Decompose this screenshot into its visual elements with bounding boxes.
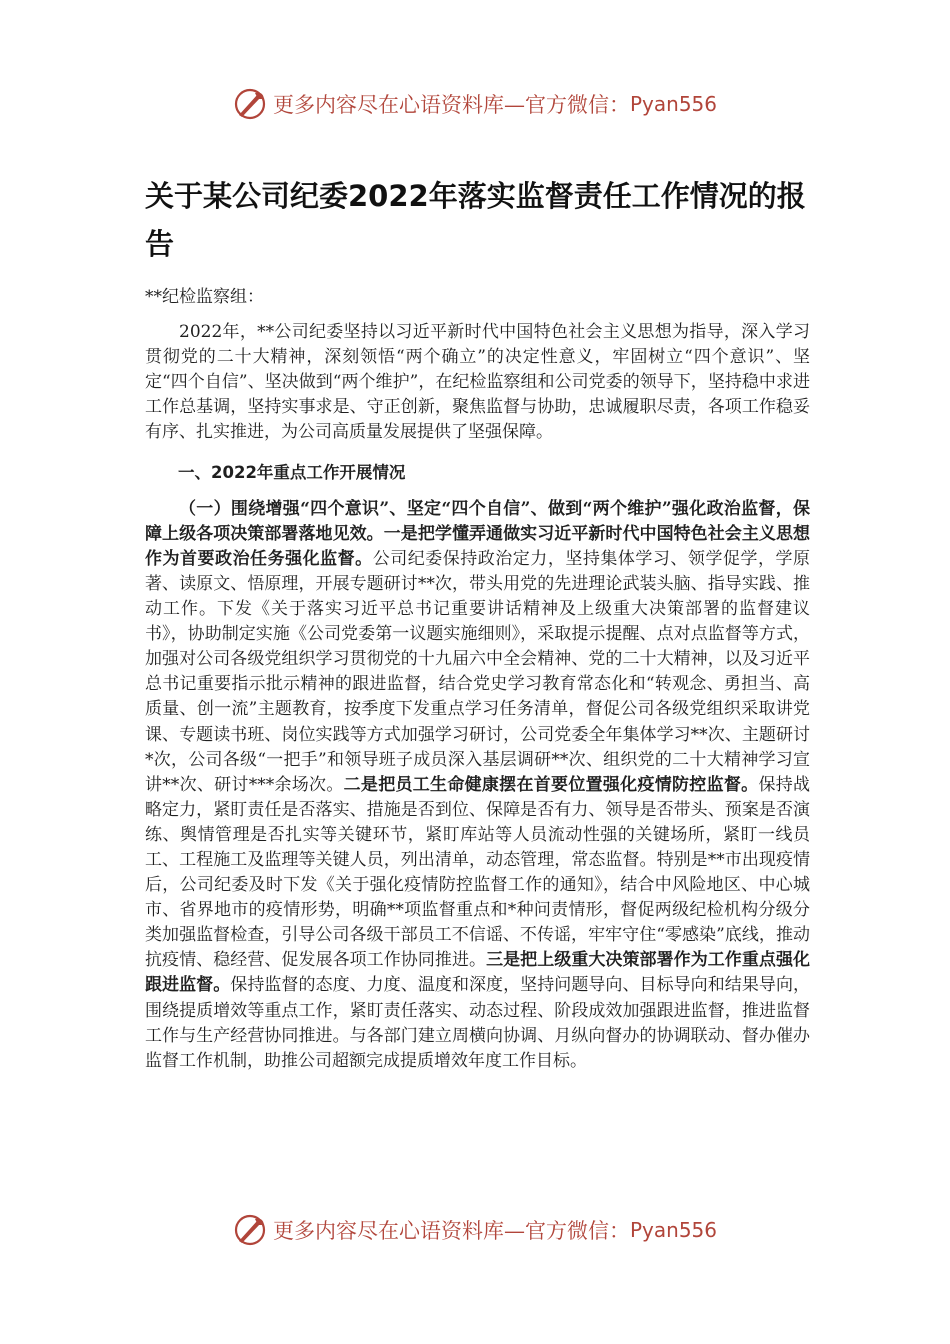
paragraph-text: 公司纪委保持政治定力，坚持集体学习、领学促学，学原著、读原文、悟原理，开展专题研讨**次，带头用党的先进理论武装头脑、指导实践、推动工作。下发《关于落实习近平总书记重要讲话精神及上级重大决策部署的监督建议书》，协助制定实施《公司党委第一议题实施细则》，采取提示提醒、点对点监督等方式，加强对公司各级党组织学习贯彻党的十九届六中全会精神、党的二十大精神，以及习近平总书记重要指示批示精神的跟进监督，结合党史学习教育常态化和“转观念、勇担当、高质量、创一流”主题教育，按季度下发重点学习任务清单，督促公司各级党组织采取讲党课、专题读书班、岗位实践等方式加强学习研讨，公司党委全年集体学习**次、主题研讨*次，公司各级“一把手”和领导班子成员深入基层调研**次、组织党的二十大精神学习宣讲**次、研讨***余场次。 (145, 548, 811, 795)
quill-pen-icon (233, 87, 267, 121)
watermark-wechat-id: Pyan556 (629, 1218, 717, 1242)
watermark-text: 更多内容尽在心语资料库—官方微信： (272, 1219, 630, 1243)
bold-lead: （一）围绕增强“四个意识”、坚定“四个自信”、做到“两个维护”强化政治监督，保障上级各项决策部署落地见效。一是把学懂弄通做实习近平新时代中国特色社会主义思想作为首要政治任务强化监督。 (145, 498, 810, 569)
document-title: 关于某公司纪委2022年落实监督责任工作情况的报告 (145, 179, 806, 261)
intro-paragraph: 2022年，**公司纪委坚持以习近平新时代中国特色社会主义思想为指导，深入学习贯彻党的二十大精神，深刻领悟“两个确立”的决定性意义，牢固树立“四个意识”、坚定“四个自信”、坚决做到“两个维护”，在纪检监察组和公司党委的领导下，坚持稳中求进工作总基调，坚持实事求是、守正创新，聚焦监督与协助，忠诚履职尽责，各项工作稳妥有序、扎实推进，为公司高质量发展提供了坚强保障。 (145, 322, 810, 443)
document-body (145, 285, 810, 1074)
quill-pen-icon (233, 1213, 267, 1247)
section-heading: 一、2022年重点工作开展情况 (178, 462, 406, 482)
bold-point-3: 三是把上级重大决策部署作为工作重点强化跟进监督。 (145, 950, 811, 996)
bold-point-2: 二是把员工生命健康摆在首要位置强化疫情防控监督。 (343, 774, 759, 795)
watermark-text: 更多内容尽在心语资料库—官方微信： (272, 93, 630, 117)
watermark-banner-top (0, 84, 950, 124)
paragraph-text: 保持监督的态度、力度、温度和深度，坚持问题导向、目标导向和结果导向，围绕提质增效等重点工作，紧盯责任落实、动态过程、阶段成效加强跟进监督，推进监督工作与生产经营协同推进。与各部门建立周横向协调、月纵向督办的协调联动、督办催办监督工作机制，助推公司超额完成提质增效年度工作目标。 (145, 975, 811, 1071)
paragraph-text: 保持战略定力，紧盯责任是否落实、措施是否到位、保障是否有力、领导是否带头、预案是否演练、舆情管理是否扎实等关键环节，紧盯库站等人员流动性强的关键场所，紧盯一线员工、工程施工及监理等关键人员，列出清单，动态管理，常态监督。特别是**市出现疫情后，公司纪委及时下发《关于强化疫情防控监督工作的通知》，结合中风险地区、中心城市、省界地市的疫情形势，明确**项监督重点和*种问责情形，督促两级纪检机构分级分类加强监督检查，引导公司各级干部员工不信谣、不传谣，牢牢守住“零感染”底线，推动抗疫情、稳经营、促发展各项工作协同推进。 (145, 774, 811, 971)
salutation: **纪检监察组： (145, 287, 264, 307)
watermark-wechat-id: Pyan556 (629, 92, 717, 116)
section-paragraph (145, 497, 810, 1074)
watermark-banner-bottom (0, 1210, 950, 1250)
